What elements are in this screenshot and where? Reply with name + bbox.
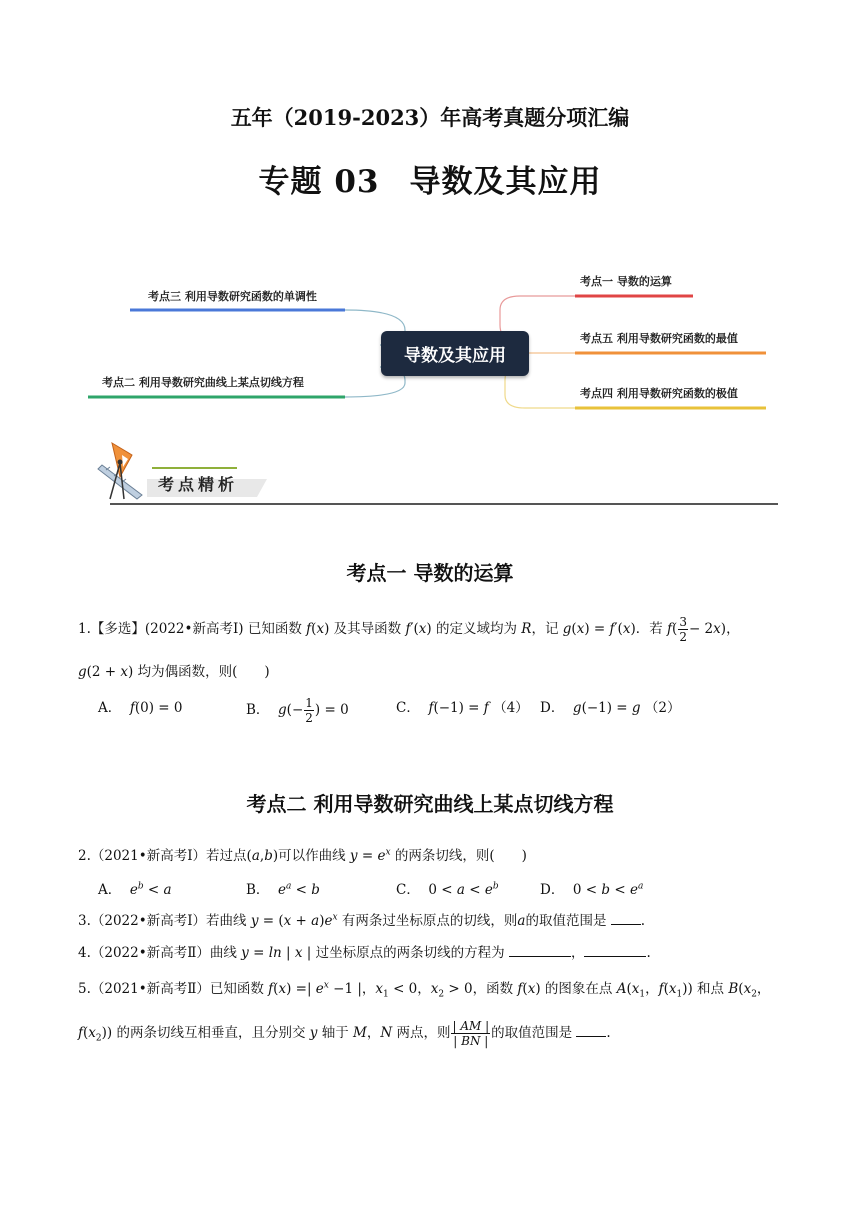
branch-label-5: 考点五 利用导数研究函数的最值 bbox=[580, 332, 738, 345]
branch-label-4: 考点四 利用导数研究函数的极值 bbox=[580, 387, 738, 400]
question-4: 4.（2022•新高考Ⅱ）曲线 y = ln | x | 过坐标原点的两条切线的方程为 ， . bbox=[78, 945, 651, 961]
q1-option-c[interactable]: C． f(−1) = f （4） bbox=[396, 700, 529, 716]
banner-label: 考点精析 bbox=[158, 475, 239, 494]
q1-option-a[interactable]: A． f(0) = 0 bbox=[98, 700, 183, 716]
question-5-line-2: $f(x_2)$) 的两条切线互相垂直，且分别交 y 轴于 M，N 两点，则 $\frac{| AM |}{| BN |}$ 的取值范围是 . bbox=[78, 1019, 611, 1048]
q2-option-d[interactable]: D． $0 < b < e^a$ bbox=[540, 881, 644, 898]
section-title-1: 考点一 导数的运算 bbox=[346, 561, 514, 585]
question-2: 2.（2021•新高考Ⅰ）若过点(a,b)可以作曲线 $y = e^x$ 的两条切线，则( ) bbox=[78, 847, 527, 864]
supertitle: 五年（2019-2023）年高考真题分项汇编 bbox=[230, 105, 630, 130]
q2-option-b[interactable]: B． $e^a < b$ bbox=[246, 881, 320, 898]
mindmap-center: 导数及其应用 bbox=[381, 331, 529, 376]
question-1-line-2: g(2 + x) 均为偶函数，则( ) bbox=[78, 664, 270, 680]
question-5-line-1: 5.（2021•新高考Ⅱ）已知函数 f(x) =| $e^x -1$ |，$x_1 < 0$，$x_2 > 0$，函数 f(x) 的图象在点 $A(x_1$，$f(x_1)$) 和点 $B(x_2$， bbox=[78, 980, 771, 1000]
title-topic: 导数及其应用 bbox=[409, 164, 602, 200]
q1-option-d[interactable]: D． g(−1) = g （2） bbox=[540, 700, 681, 716]
branch-label-3: 考点三 利用导数研究函数的单调性 bbox=[148, 290, 317, 303]
q2-option-a[interactable]: A． $e^b < a$ bbox=[98, 881, 172, 898]
branch-label-2: 考点二 利用导数研究曲线上某点切线方程 bbox=[102, 376, 304, 389]
page-title bbox=[0, 156, 860, 201]
question-1-line-1: 1.【多选】(2022•新高考Ⅰ) 已知函数 f(x) 及其导函数 f′(x) 的定义域均为 R，记 g(x) = f′(x)．若 f( $\frac{3}{2}$ − 2x)， bbox=[78, 615, 740, 644]
q1-option-b[interactable]: B． g(− $\frac{1}{2}$ ) = 0 bbox=[246, 696, 349, 725]
question-3: 3.（2022•新高考Ⅰ）若曲线 $y = (x + a)e^x$ 有两条过坐标原点的切线，则a的取值范围是 . bbox=[78, 912, 646, 929]
branch-label-1: 考点一 导数的运算 bbox=[580, 275, 672, 288]
drafting-tools-icon bbox=[98, 443, 142, 499]
section-title-2: 考点二 利用导数研究曲线上某点切线方程 bbox=[246, 792, 614, 816]
title-number: 专题 03 bbox=[258, 164, 380, 200]
q2-option-c[interactable]: C． $0 < a < e^b$ bbox=[396, 881, 499, 898]
